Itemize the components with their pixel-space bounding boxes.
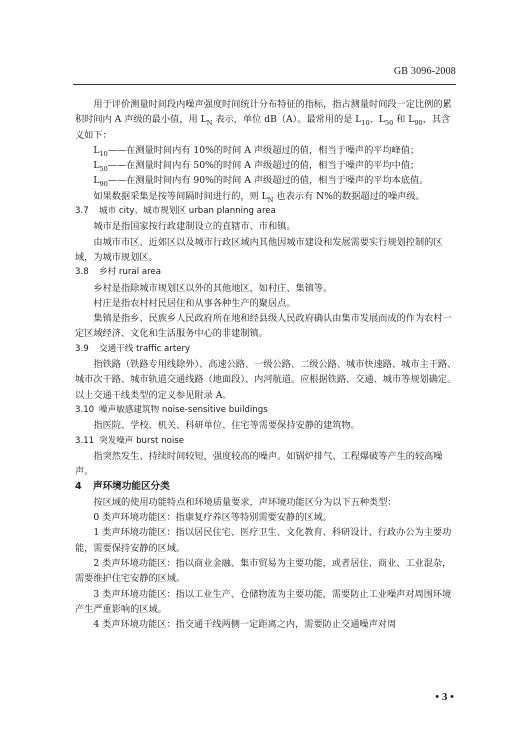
section-heading-3-9: 3.9 交通干线 traffic artery [75, 343, 191, 354]
section-3-7-p1: 城市是指国家按行政建制设立的直辖市、市和镇。 [93, 221, 296, 233]
section-3-7-p2: 由城市市区、近郊区以及城市行政区域内其他因城市建设和发展需要实行规划控制的区域，为城市规划区。 [75, 236, 443, 263]
section-heading-3-7: 3.7 城市 city、城市规划区 urban planning area [75, 206, 276, 217]
section-heading-3-10: 3.10 噪声敏感建筑物 noise-sensitive buildings [75, 404, 268, 415]
header-rule [73, 84, 456, 85]
definition-l90: $L_{90}——$在测量时间内有 90%的时间 A 声级超过的值，相当于噪声的平均本底值。 [93, 175, 429, 189]
zone-class-2: 2 类声环境功能区：指以商业金融、集市贸易为主要功能，或者居住、商业、工业混杂，需要维护住宅安静的区域。 [75, 557, 452, 585]
page-number: • 3 • [435, 691, 454, 703]
section-heading-3-11: 3.11 突发噪声 burst noise [75, 435, 184, 446]
section-3-8-p2: 村庄是指农村村民居住和从事各种生产的聚居点。 [93, 297, 296, 309]
zone-class-1: 1 类声环境功能区：指以居民住宅、医疗卫生、文化教育、科研设计、行政办公为主要功能，需要保持安静的区域。 [75, 527, 452, 554]
zone-class-4: 4 类声环境功能区：指交通干线两侧一定距离之内，需要防止交通噪声对周 [93, 619, 397, 631]
chapter-heading-4: 4 声环境功能区分类 [75, 481, 170, 493]
intro-paragraph: 用于评价测量时间段内噪声强度时间统计分布特征的指标，指占测量时间段一定比例的累积时间内 A 声级的最小值，用 $L_N$ 表示，单位 dB（A）。最常用的是 $L_{10}$、$L_{50}$ 和 $L_{90}$，其含义如下： [75, 99, 452, 141]
document-body [75, 97, 458, 632]
section-3-10-p1: 指医院、学校、机关、科研单位、住宅等需要保持安静的建筑物。 [93, 420, 360, 432]
section-3-8-p1: 乡村是指除城市规划区以外的其他地区，如村庄、集镇等。 [93, 282, 333, 294]
zone-class-3: 3 类声环境功能区：指以工业生产、仓储物流为主要功能，需要防止工业噪声对周围环境产生严重影响的区域。 [75, 588, 452, 615]
section-3-9-p1: 指铁路（铁路专用线除外）、高速公路、一级公路、二级公路、城市快速路、城市主干路、城市次干路、城市轨道交通线路（地面段）、内河航道。应根据铁路、交通、城市等规划确定。以上交通干线类型的定义参见附录 A。 [75, 359, 457, 401]
zone-class-0: 0 类声环境功能区：指康复疗养区等特别需要安静的区域。 [93, 512, 332, 524]
definition-l50: $L_{50}——$在测量时间内有 50%的时间 A 声级超过的值，相当于噪声的平均中值； [93, 160, 420, 174]
section-3-11-p1: 指突然发生、持续时间较短，强度较高的噪声。如锅炉排气、工程爆破等产生的较高噪声。 [75, 450, 443, 478]
chapter-4-intro: 按区域的使用功能特点和环境质量要求，声环境功能区分为以下五种类型： [93, 496, 397, 508]
definition-l10: $L_{10}——$在测量时间内有 10%的时间 A 声级超过的值，相当于噪声的平均峰值； [93, 144, 420, 158]
standard-number: GB 3096-2008 [393, 66, 456, 77]
section-heading-3-8: 3.8 乡村 rural area [75, 267, 161, 278]
intro-note: 如果数据采集是按等间隔时间进行的，则 $L_N$ 也表示有 N%的数据超过的噪声级。 [93, 190, 425, 204]
section-3-8-p3: 集镇是指乡、民族乡人民政府所在地和经县级人民政府确认由集市发展而成的作为农村一定区域经济、文化和生活服务中心的非建制镇。 [75, 313, 452, 340]
